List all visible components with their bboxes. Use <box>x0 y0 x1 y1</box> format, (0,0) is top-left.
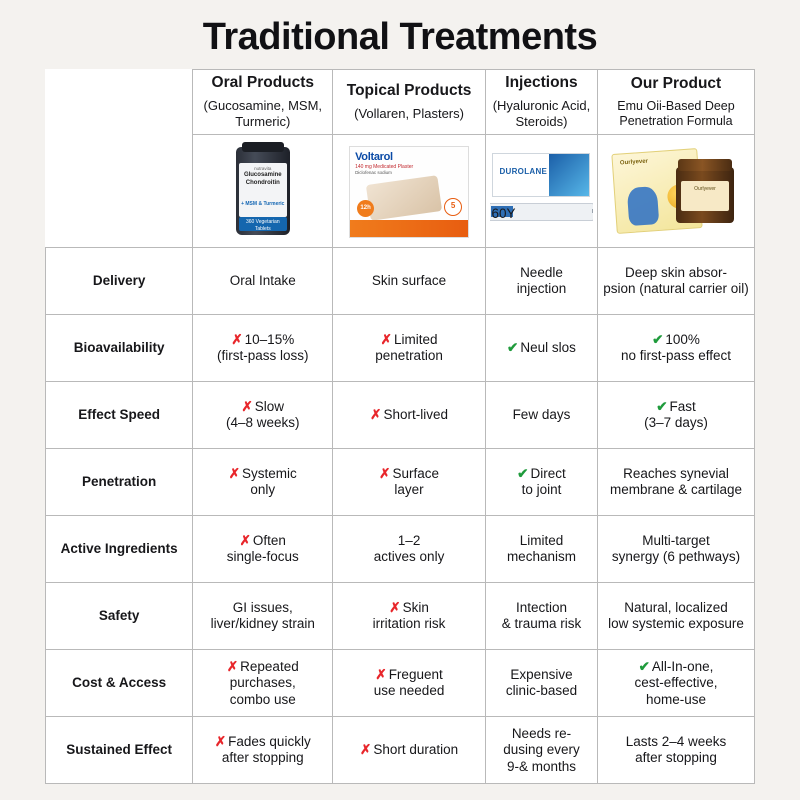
table-header-row <box>46 70 755 135</box>
cell-text: only <box>250 482 276 498</box>
cell-text: Multi-target <box>642 532 710 548</box>
cell-content <box>197 734 328 767</box>
comparison-table <box>45 69 755 784</box>
cell-content <box>602 399 750 432</box>
cross-icon: ✗ <box>370 407 382 423</box>
cross-icon: ✗ <box>231 331 243 347</box>
cell-line <box>602 482 750 498</box>
cell-text: (first-pass loss) <box>217 348 309 364</box>
cell-line <box>337 273 481 289</box>
supplement-bottle-image <box>197 141 328 241</box>
box-brand: Ourlyever <box>619 158 649 167</box>
cell-text: dusing every <box>503 742 580 758</box>
header-corner-blank <box>46 70 193 135</box>
column-title: Our Product <box>630 74 722 92</box>
page-title: Traditional Treatments <box>202 16 598 58</box>
cell-text: penetration <box>375 348 443 364</box>
cell-content <box>337 742 481 758</box>
voltarol-box <box>349 146 469 238</box>
cross-icon: ✗ <box>228 465 241 481</box>
row-label: Active Ingredients <box>46 516 193 583</box>
column-header-injections <box>485 70 597 135</box>
hours-badge: 12h <box>357 200 374 217</box>
table-cell <box>333 382 486 449</box>
cell-text: Fades quickly <box>228 733 311 749</box>
cell-line <box>197 549 328 565</box>
cell-line <box>602 734 750 750</box>
cell-line <box>197 273 328 289</box>
table-cell <box>333 717 486 784</box>
cell-line <box>197 616 328 632</box>
cell-text: Needle <box>520 264 563 280</box>
cell-text: Freguent <box>388 666 443 682</box>
cross-icon: ✗ <box>389 599 401 615</box>
cell-text: single-focus <box>226 549 299 565</box>
cell-content <box>197 466 328 499</box>
cell-text: purchases, <box>229 675 296 691</box>
cell-content <box>602 659 750 708</box>
table-cell <box>333 449 486 516</box>
cell-text: irritation risk <box>372 616 446 632</box>
cell-text: Limited <box>519 532 564 548</box>
durolane-syringe-box-image <box>490 141 593 241</box>
cell-content <box>197 600 328 633</box>
cell-content <box>197 273 328 289</box>
cell-content <box>337 466 481 499</box>
column-title: Topical Products <box>346 82 472 100</box>
count-badge: 5 <box>444 198 462 216</box>
cell-text: & trauma risk <box>501 616 582 632</box>
table-cell <box>598 516 755 583</box>
cell-line <box>602 348 750 364</box>
table-cell <box>333 248 486 315</box>
table-cell <box>485 717 597 784</box>
cell-line <box>337 683 481 699</box>
cream-jar <box>676 167 734 223</box>
cell-content <box>490 667 593 700</box>
product-image-cell-our-product <box>598 135 755 248</box>
cell-line <box>602 600 750 616</box>
cell-line <box>197 675 328 691</box>
cell-line <box>602 265 750 281</box>
durolane-box <box>492 153 590 197</box>
table-cell <box>193 583 333 650</box>
cell-content <box>490 407 593 423</box>
cell-line <box>197 659 328 675</box>
jar-lid <box>678 159 732 171</box>
product-image-cell-injections <box>485 135 597 248</box>
cell-text: synergy (6 pethways) <box>611 549 741 565</box>
cell-line <box>197 466 328 482</box>
cell-content <box>197 659 328 708</box>
cell-text: home-use <box>645 691 707 707</box>
cell-text: (3–7 days) <box>644 415 708 431</box>
row-label: Effect Speed <box>46 382 193 449</box>
emu-oil-cream-jar-image <box>602 141 750 241</box>
cell-text: membrane & cartilage <box>609 482 743 498</box>
check-icon: ✔ <box>652 331 664 347</box>
cell-line <box>490 466 593 482</box>
cell-line <box>337 533 481 549</box>
row-label: Cost & Access <box>46 650 193 717</box>
cell-line <box>337 667 481 683</box>
cell-content <box>490 466 593 499</box>
cell-text: layer <box>394 482 424 498</box>
table-cell <box>485 248 597 315</box>
box-stripe <box>549 154 589 196</box>
cell-content <box>602 466 750 499</box>
cell-line <box>197 332 328 348</box>
cross-icon: ✗ <box>375 666 387 682</box>
cell-text: after stopping <box>635 750 717 766</box>
table-cell <box>193 717 333 784</box>
table-row <box>46 382 755 449</box>
cell-line <box>602 692 750 708</box>
cross-icon: ✗ <box>379 465 391 481</box>
cell-text: (4–8 weeks) <box>226 415 300 431</box>
table-cell <box>193 248 333 315</box>
cell-text: 10–15% <box>244 331 295 347</box>
column-subtitle: (Gucosamine, MSM, Turmeric) <box>203 97 323 130</box>
column-title: Injections <box>505 74 578 91</box>
cell-line <box>602 675 750 691</box>
cell-line <box>197 750 328 766</box>
cell-line <box>337 742 481 758</box>
voltarol-brand: Voltarol <box>355 151 393 164</box>
cell-text: Slow <box>254 398 285 414</box>
voltarol-plaster-box-image <box>337 141 481 241</box>
cell-text: Lasts 2–4 weeks <box>625 733 727 749</box>
check-icon: ✔ <box>507 340 519 356</box>
plaster-graphic <box>366 176 442 222</box>
table-cell <box>333 516 486 583</box>
table-cell <box>598 717 755 784</box>
syringe-shape <box>490 203 593 221</box>
cell-text: clinic-based <box>505 683 578 699</box>
table-cell <box>598 583 755 650</box>
cell-text: Natural, localized <box>624 599 728 615</box>
cell-text: Skin surface <box>371 273 447 289</box>
table-row <box>46 583 755 650</box>
cell-content <box>337 273 481 289</box>
column-subtitle: Emu Oii-Based Deep Penetration Formula <box>617 98 735 129</box>
cell-text: Surface <box>392 465 439 481</box>
cell-line <box>337 549 481 565</box>
cell-text: liver/kidney strain <box>210 616 315 632</box>
table-cell <box>193 382 333 449</box>
cell-text: Needs re- <box>511 725 572 741</box>
cell-line <box>490 281 593 297</box>
check-icon: ✔ <box>638 658 650 674</box>
cell-content <box>337 407 481 423</box>
cell-text: Few days <box>512 407 571 423</box>
cell-line <box>602 616 750 632</box>
table-row <box>46 650 755 717</box>
cell-line <box>602 415 750 431</box>
cell-text: Systemic <box>242 465 297 481</box>
table-cell <box>193 516 333 583</box>
bottle-cap <box>242 142 284 152</box>
cell-line <box>602 533 750 549</box>
cross-icon: ✗ <box>380 331 392 347</box>
syringe-plunger: 60Y <box>491 206 516 222</box>
cell-line <box>602 750 750 766</box>
cell-text: Deep skin absor- <box>624 264 728 280</box>
column-header-topical <box>333 70 486 135</box>
cell-line <box>602 281 750 297</box>
cross-icon: ✗ <box>226 658 239 674</box>
jar-label: Ourlyever <box>681 181 729 211</box>
table-cell <box>485 315 597 382</box>
row-label: Delivery <box>46 248 193 315</box>
cell-line <box>602 549 750 565</box>
cell-text: Oral Intake <box>229 273 296 289</box>
orange-band <box>350 220 468 237</box>
bottle-label <box>239 163 287 217</box>
cell-line <box>490 742 593 758</box>
cell-content <box>197 533 328 566</box>
cell-text: Reaches synevial <box>623 465 729 481</box>
cell-content <box>490 340 593 356</box>
cell-content <box>490 265 593 298</box>
column-header-our-product <box>598 70 755 135</box>
cell-text: actives only <box>373 549 445 565</box>
voltarol-strength: 140 mg Medicated Plaster <box>355 164 414 171</box>
cell-line <box>490 683 593 699</box>
voltarol-ingredient: Diclofenac sodium <box>355 170 392 176</box>
cell-text: Short duration <box>373 742 459 758</box>
cell-line <box>490 726 593 742</box>
figure-graphic <box>627 186 660 226</box>
row-label: Sustained Effect <box>46 717 193 784</box>
table-cell <box>598 315 755 382</box>
cell-text: 100% <box>665 331 700 347</box>
cell-line <box>490 549 593 565</box>
cell-text: Neul slos <box>520 340 576 356</box>
cell-line <box>490 340 593 356</box>
table-cell <box>485 583 597 650</box>
cell-line <box>490 667 593 683</box>
cell-text: to joint <box>521 482 562 498</box>
product-image-cell-topical <box>333 135 486 248</box>
cell-content <box>337 667 481 700</box>
table-row <box>46 717 755 784</box>
cell-text: GI issues, <box>232 599 293 615</box>
cell-content <box>490 600 593 633</box>
table-row <box>46 449 755 516</box>
table-cell <box>598 382 755 449</box>
cell-content <box>490 726 593 775</box>
product-image-row <box>46 135 755 248</box>
image-row-blank <box>46 135 193 248</box>
table-cell <box>598 650 755 717</box>
table-row <box>46 315 755 382</box>
cell-line <box>197 348 328 364</box>
cell-text: Expensive <box>510 666 573 682</box>
table-cell <box>485 650 597 717</box>
cell-text: Direct <box>530 465 566 481</box>
table-row <box>46 248 755 315</box>
brand-text: nutravita <box>254 166 272 172</box>
cell-text: 9-& months <box>506 758 576 774</box>
cell-content <box>197 332 328 365</box>
cell-line <box>337 616 481 632</box>
cell-line <box>602 399 750 415</box>
table-cell <box>333 583 486 650</box>
row-label: Safety <box>46 583 193 650</box>
cell-line <box>197 533 328 549</box>
cell-content <box>197 399 328 432</box>
cell-text: mechanism <box>506 549 576 565</box>
product-name-line2: Chondroitin <box>245 179 280 186</box>
cell-line <box>197 600 328 616</box>
cell-line <box>337 348 481 364</box>
cell-text: injection <box>516 281 567 297</box>
cell-content <box>602 600 750 633</box>
column-subtitle: (Vollaren, Plasters) <box>354 106 464 122</box>
cell-line <box>490 533 593 549</box>
cell-line <box>602 466 750 482</box>
cell-content <box>337 332 481 365</box>
durolane-brand: DUROLANE <box>499 167 548 177</box>
cross-icon: ✗ <box>241 398 253 414</box>
check-icon: ✔ <box>656 398 668 414</box>
cell-line <box>490 407 593 423</box>
cross-icon: ✗ <box>239 532 251 548</box>
cell-content <box>602 332 750 365</box>
table-cell <box>598 248 755 315</box>
cell-text: 1–2 <box>397 532 421 548</box>
cell-text: cest-effective, <box>634 675 718 691</box>
table-cell <box>485 449 597 516</box>
cell-content <box>490 533 593 566</box>
cell-text: use needed <box>373 683 445 699</box>
cell-line <box>490 482 593 498</box>
bottle-shape <box>236 147 290 235</box>
cell-line <box>490 759 593 775</box>
cell-content <box>337 600 481 633</box>
cell-text: Repeated <box>240 658 299 674</box>
cell-line <box>490 265 593 281</box>
cell-line <box>337 482 481 498</box>
cell-line <box>337 466 481 482</box>
cell-text: after stopping <box>221 750 304 766</box>
cell-line <box>337 407 481 423</box>
column-subtitle: (Hyaluronic Acid, Steroids) <box>492 97 591 130</box>
cell-line <box>197 399 328 415</box>
column-header-oral <box>193 70 333 135</box>
cell-line <box>337 332 481 348</box>
cross-icon: ✗ <box>214 733 227 749</box>
cell-text: All-In-one, <box>651 658 714 674</box>
cell-line <box>197 415 328 431</box>
cell-content <box>337 533 481 566</box>
table-row <box>46 516 755 583</box>
cell-text: Intection <box>515 599 567 615</box>
cell-content <box>602 533 750 566</box>
cell-content <box>602 734 750 767</box>
cell-text: combo use <box>229 691 296 707</box>
cell-text: Fast <box>669 398 696 414</box>
cell-text: Skin <box>402 599 429 615</box>
table-cell <box>598 449 755 516</box>
product-name-line1: Glucosamine <box>243 172 282 179</box>
check-icon: ✔ <box>517 465 529 481</box>
table-cell <box>485 516 597 583</box>
cross-icon: ✗ <box>360 742 372 758</box>
cell-content <box>602 265 750 298</box>
row-label: Bioavailability <box>46 315 193 382</box>
product-image-cell-oral <box>193 135 333 248</box>
table-cell <box>193 315 333 382</box>
cell-text: psion (natural carrier oil) <box>603 281 749 297</box>
cell-line <box>602 332 750 348</box>
syringe-needle <box>592 209 593 213</box>
product-name-line3: + MSM & Turmeric <box>241 201 285 208</box>
cell-line <box>197 482 328 498</box>
cell-line <box>490 616 593 632</box>
cell-line <box>197 692 328 708</box>
bottle-count-band: 360 Vegetarian Tablets <box>239 217 287 231</box>
cell-line <box>337 600 481 616</box>
cell-text: low systemic exposure <box>608 616 744 632</box>
cell-text: Short-lived <box>383 407 448 423</box>
row-label: Penetration <box>46 449 193 516</box>
cell-text: Often <box>252 532 286 548</box>
cell-text: no first-pass effect <box>620 348 732 364</box>
cell-line <box>602 659 750 675</box>
column-title: Oral Products <box>211 74 315 91</box>
table-cell <box>333 315 486 382</box>
cell-line <box>490 600 593 616</box>
table-cell <box>193 449 333 516</box>
table-cell <box>193 650 333 717</box>
table-cell <box>485 382 597 449</box>
cell-text: Limited <box>393 331 438 347</box>
table-cell <box>333 650 486 717</box>
cell-line <box>197 734 328 750</box>
